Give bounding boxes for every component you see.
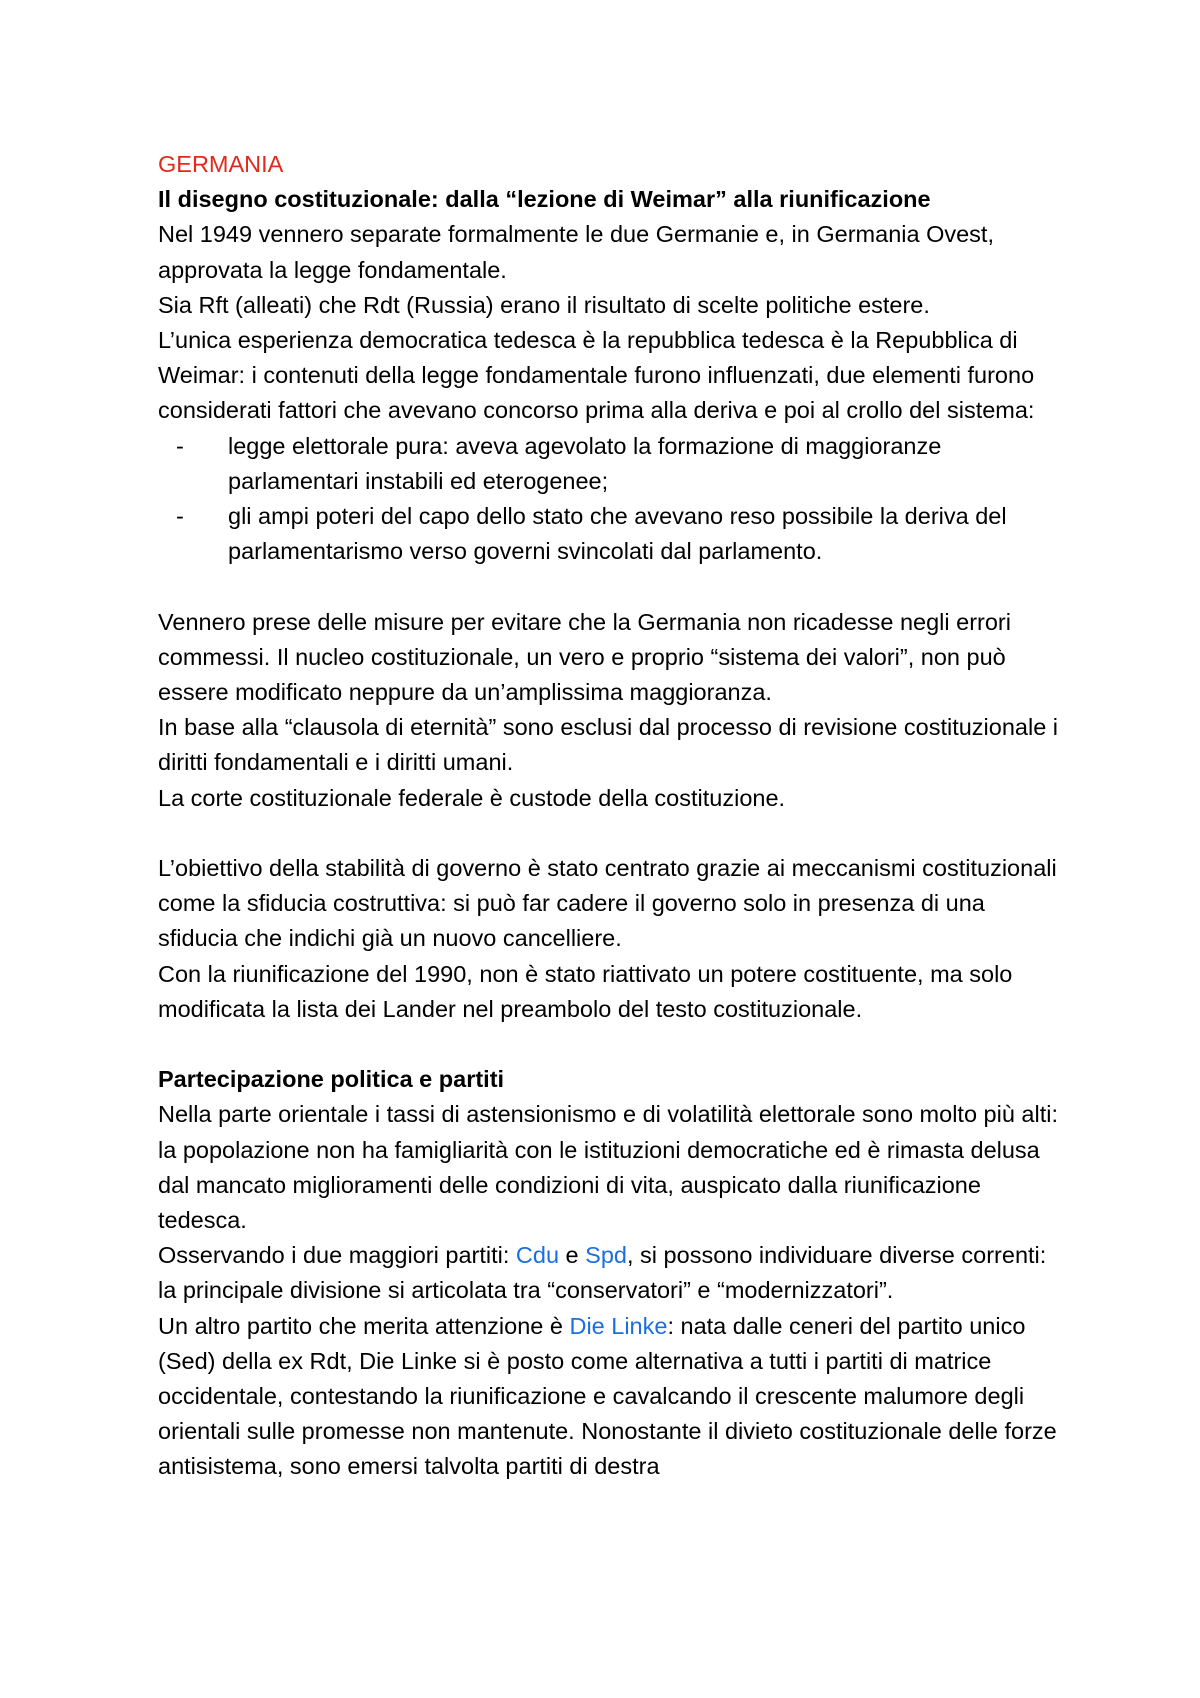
paragraph: L’unica esperienza democratica tedesca è la repubblica tedesca è la Repubblica di Weimar: i contenuti della legge fondamentale furono influenzati, due elementi furono considerati fattori che avevano concorso prima alla deriva e poi al crollo del sistema: [158, 327, 1035, 424]
text-span: e [559, 1242, 586, 1269]
document-title: GERMANIA [158, 151, 284, 177]
list-marker: - [176, 432, 184, 459]
spacer [158, 816, 1058, 851]
paragraph: L’obiettivo della stabilità di governo è stato centrato grazie ai meccanismi costituzionali come la sfiducia costruttiva: si può far cadere il governo solo in presenza di una sfiducia che indichi già un nuovo cancelliere. [158, 855, 1057, 952]
paragraph: Sia Rft (alleati) che Rdt (Russia) erano il risultato di scelte politiche estere. [158, 291, 930, 318]
bullet-list [158, 429, 1058, 570]
paragraph-major-parties [158, 1238, 1058, 1308]
document-body [158, 147, 1058, 1485]
paragraph-die-linke [158, 1309, 1058, 1485]
paragraph: Nella parte orientale i tassi di astensionismo e di volatilità elettorale sono molto più alti: la popolazione non ha famigliarità con le istituzioni democratiche ed è rimasta delusa dal mancato miglioramenti delle condizioni di vita, auspicato dalla riunificazione tedesca. [158, 1101, 1058, 1234]
text-span: Un altro partito che merita attenzione è [158, 1312, 570, 1339]
spacer [158, 1027, 1058, 1062]
text-span: , si possono individuare diverse correnti: la principale divisione si articolata tra “conservatori” e “modernizzatori”. [158, 1242, 1047, 1304]
paragraph: La corte costituzionale federale è custode della costituzione. [158, 784, 786, 811]
list-item-text: gli ampi poteri del capo dello stato che avevano reso possibile la deriva del parlamentarismo verso governi svincolati dal parlamento. [228, 503, 1007, 565]
list-item-text: legge elettorale pura: aveva agevolato la formazione di maggioranze parlamentari instabili ed eterogenee; [228, 432, 942, 494]
list-marker: - [176, 503, 184, 530]
text-span: Osservando i due maggiori partiti: [158, 1242, 516, 1269]
list-item [158, 499, 1058, 569]
paragraph: Vennero prese delle misure per evitare che la Germania non ricadesse negli errori commessi. Il nucleo costituzionale, un vero e proprio “sistema dei valori”, non può essere modificato neppure da un’amplissima maggioranza. [158, 608, 1011, 706]
section-heading-parties: Partecipazione politica e partiti [158, 1066, 505, 1093]
paragraph: Nel 1949 vennero separate formalmente le due Germanie e, in Germania Ovest, approvata la legge fondamentale. [158, 221, 994, 283]
list-item [158, 429, 1058, 499]
link-spd[interactable]: Spd [585, 1242, 627, 1269]
paragraph: Con la riunificazione del 1990, non è stato riattivato un potere costituente, ma solo modificata la lista dei Lander nel preambolo del testo costituzionale. [158, 960, 1013, 1022]
link-die-linke[interactable]: Die Linke [569, 1312, 668, 1339]
spacer [158, 569, 1058, 604]
text-span: : nata dalle ceneri del partito unico (Sed) della ex Rdt, Die Linke si è posto come alternativa a tutti i partiti di matrice occidentale, contestando la riunificazione e cavalcando il crescente malumore degli orientali sulle promesse non mantenute. Nonostante il divieto costituzionale delle forze antisistema, sono emersi talvolta partiti di destra [158, 1312, 1057, 1480]
paragraph: In base alla “clausola di eternità” sono esclusi dal processo di revisione costituzionale i diritti fondamentali e i diritti umani. [158, 714, 1059, 776]
link-cdu[interactable]: Cdu [515, 1242, 560, 1269]
section-heading-constitution: Il disegno costituzionale: dalla “lezione di Weimar” alla riunificazione [158, 186, 931, 213]
